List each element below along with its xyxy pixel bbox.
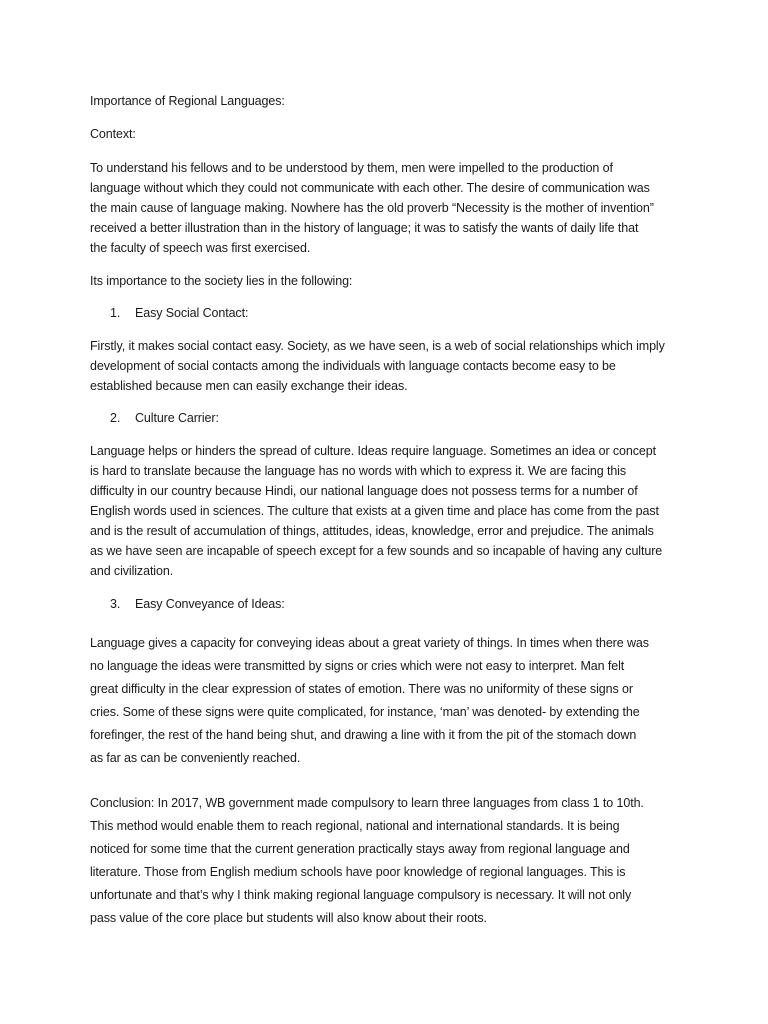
list-number: 3. — [110, 597, 121, 611]
paragraph-line: English words used in sciences. The culture that exists at a given time and place has come from the past — [90, 504, 659, 518]
paragraph-line: forefinger, the rest of the hand being shut, and drawing a line with it from the pit of the stomach down — [90, 728, 637, 742]
paragraph-line: unfortunate and that’s why I think making regional language compulsory is necessary. It will not only — [90, 888, 632, 902]
paragraph-line: received a better illustration than in the history of language; it was to satisfy the wants of daily life that — [90, 221, 639, 235]
document-title: Importance of Regional Languages: — [90, 94, 285, 108]
list-number: 2. — [110, 411, 121, 425]
section-2-paragraph — [90, 441, 690, 581]
paragraph-line: great difficulty in the clear expression of states of emotion. There was no uniformity of these signs or — [90, 682, 633, 696]
paragraph-line: To understand his fellows and to be understood by them, men were impelled to the production of — [90, 161, 613, 175]
list-heading: Easy Social Contact: — [135, 306, 249, 320]
paragraph-line: pass value of the core place but students will also know about their roots. — [90, 911, 487, 925]
paragraph-line: noticed for some time that the current generation practically stays away from regional language and — [90, 842, 630, 856]
section-2-heading — [110, 408, 219, 428]
paragraph-line: This method would enable them to reach regional, national and international standards. It is being — [90, 819, 620, 833]
paragraph-line: and civilization. — [90, 564, 174, 578]
section-1-paragraph — [90, 336, 690, 396]
paragraph-line: cries. Some of these signs were quite complicated, for instance, ‘man’ was denoted- by extending the — [90, 705, 640, 719]
list-heading: Easy Conveyance of Ideas: — [135, 597, 285, 611]
context-heading: Context: — [90, 127, 136, 141]
paragraph-line: language without which they could not communicate with each other. The desire of communication was — [90, 181, 650, 195]
paragraph-line: as we have seen are incapable of speech except for a few sounds and so incapable of having any culture — [90, 544, 663, 558]
paragraph-line: development of social contacts among the individuals with language contacts become easy to be — [90, 359, 616, 373]
paragraph-line: no language the ideas were transmitted by signs or cries which were not easy to interpret. Man felt — [90, 659, 625, 673]
importance-intro: Its importance to the society lies in the following: — [90, 274, 353, 288]
paragraph-line: difficulty in our country because Hindi, our national language does not possess terms for a number of — [90, 484, 638, 498]
paragraph-line: as far as can be conveniently reached. — [90, 751, 301, 765]
section-3-paragraph — [90, 632, 690, 770]
list-heading: Culture Carrier: — [135, 411, 219, 425]
paragraph-line: Language helps or hinders the spread of culture. Ideas require language. Sometimes an idea or concept — [90, 444, 656, 458]
section-1-heading — [110, 303, 248, 323]
conclusion-paragraph — [90, 792, 690, 930]
paragraph-line: Firstly, it makes social contact easy. Society, as we have seen, is a web of social relationships which imply — [90, 339, 665, 353]
section-3-heading — [110, 594, 285, 614]
paragraph-line: the faculty of speech was first exercised. — [90, 241, 311, 255]
paragraph-line: Conclusion: In 2017, WB government made compulsory to learn three languages from class 1 to 10th. — [90, 796, 644, 810]
context-paragraph — [90, 158, 690, 258]
paragraph-line: is hard to translate because the language has no words with which to express it. We are facing this — [90, 464, 627, 478]
paragraph-line: the main cause of language making. Nowhere has the old proverb “Necessity is the mother of invention” — [90, 201, 654, 215]
paragraph-line: and is the result of accumulation of things, attitudes, ideas, knowledge, error and prejudice. The animals — [90, 524, 654, 538]
list-number: 1. — [110, 306, 121, 320]
paragraph-line: established because men can easily exchange their ideas. — [90, 379, 408, 393]
paragraph-line: literature. Those from English medium schools have poor knowledge of regional languages. This is — [90, 865, 626, 879]
paragraph-line: Language gives a capacity for conveying ideas about a great variety of things. In times when there was — [90, 636, 649, 650]
